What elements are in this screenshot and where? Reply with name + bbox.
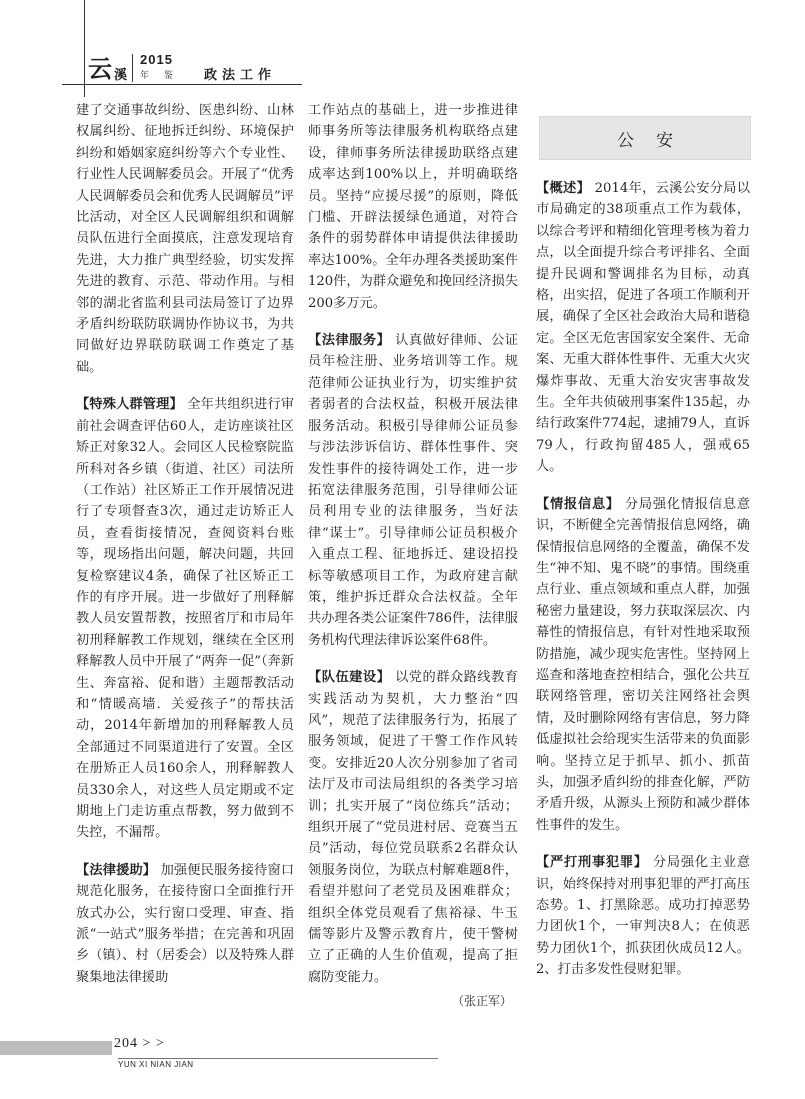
header-horizontal-rule	[62, 84, 302, 85]
author-credit: （张正军）	[451, 994, 512, 1009]
paragraph-legal-aid	[76, 860, 294, 988]
header-year: 2015	[140, 52, 173, 67]
paragraph-team-building	[308, 667, 518, 988]
text-legal-aid: 加强便民服务接待窗口规范化服务，在接待窗口全面推行开放式办公，实行窗口受理、审查、指派“一站式”服务举措；在完善和巩固乡（镇）、村（居委会）以及特殊人群聚集地法律援助	[76, 862, 295, 985]
heading-crime-crackdown: 【严打刑事犯罪】	[536, 855, 648, 871]
heading-legal-services: 【法律服务】	[308, 333, 391, 349]
section-title-box	[539, 116, 751, 160]
footer-rule	[118, 1058, 438, 1059]
paragraph-crime-crackdown	[536, 852, 750, 980]
paragraph-special-groups	[76, 394, 294, 844]
text-crime-crackdown: 分局强化主业意识，始终保持对刑事犯罪的严打高压态势。1、打黑除恶。成功打掉恶势力团伙1个，一审判决8人；在侦恶势力团伙1个，抓获团伙成员12人。2、打击多发性侵财犯罪。	[536, 855, 751, 978]
heading-team-building: 【队伍建设】	[308, 670, 391, 686]
section-title-police: 公安	[617, 130, 695, 151]
header-section-title: 政法工作	[204, 68, 277, 83]
header-vertical-rule	[84, 0, 85, 97]
header-logo-char2: 溪	[114, 68, 128, 83]
text-team-building: 以党的群众路线教育实践活动为契机，大力整治“四风”，规范了法律服务行为，拓展了服务领域，促进了干警工作作风转变。安排近20人次分别参加了省司法厅及市司法局组织的各类学习培训；扎实开展了“岗位练兵”活动；组织开展了“党员进村居、竞赛当五员”活动，每位党员联系2名群众认领服务岗位，为联点村解难题8件，看望并慰问了老党员及困难群众；组织全体党员观看了焦裕禄、牛玉儒等影片及警示教育片，使干警树立了正确的人生价值观，提高了拒腐防变能力。	[308, 670, 519, 985]
paragraph-overview	[536, 178, 750, 478]
page-number: 204 > >	[114, 1036, 165, 1051]
header-yearbook: 年 鉴	[140, 71, 179, 81]
text-intelligence: 分局强化情报信息意识，不断健全完善情报信息网络，确保情报信息网络的全覆盖，确保不发生“神不知、鬼不晓”的事情。围绕重点行业、重点领域和重点人群，加强秘密力量建设，努力获取深层次、内幕性的情报信息，有针对性地采取预防措施，减少现实危害性。坚持网上巡查和落地查控相结合，强化公共互联网络管理，密切关注网络社会舆情，及时删除网络有害信息，努力降低虚拟社会给现实生活带来的负面影响。坚持立足于抓早、抓小、抓苗头，加强矛盾纠纷的排查化解，严防矛盾升级，从源头上预防和减少群体性事件的发生。	[536, 496, 751, 833]
heading-legal-aid: 【法律援助】	[76, 862, 157, 878]
paragraph-legal-aid-cont: 工作站点的基础上，进一步推进律师事务所等法律服务机构联络点建设，律师事务所法律援助联络点建成率达到100%以上，并明确联络员。坚持“应援尽援”的原则，降低门槛、开辟法援绿色通道，对符合条件的弱势群体申请提供法律援助率达100%。全年办理各类援助案件120件，为群众避免和挽回经济损失200多万元。	[308, 103, 518, 311]
heading-special-groups: 【特殊人群管理】	[76, 397, 183, 413]
heading-overview: 【概述】	[536, 181, 591, 196]
column-3	[536, 178, 750, 981]
footer-subtitle: YUN XI NIAN JIAN	[118, 1060, 194, 1069]
text-overview: 2014年，云溪公安分局以市局确定的38项重点工作为载体，以综合考评和精细化管理考核为着力点，以全面提升综合考评排名、全面提升民调和警调排名为目标，动真格，出实招，促进了各项工作顺利开展，确保了全区社会政治大局和谐稳定。全区无危害国家安全案件、无命案、无重大群体性事件、无重大火灾爆炸事故、无重大治安灾害事故发生。全年共侦破刑事案件135起，办结行政案件774起，逮捕79人，直诉79人，行政拘留485人，强戒65人。	[536, 181, 751, 475]
paragraph-intelligence	[536, 494, 750, 837]
heading-intelligence: 【情报信息】	[536, 496, 620, 512]
paragraph-legal-services	[308, 330, 518, 651]
header-separator	[132, 54, 133, 82]
column-1	[76, 100, 294, 988]
text-legal-services: 认真做好律师、公证员年检注册、业务培训等工作。规范律师公证执业行为，切实维护贫者弱者的合法权益，积极开展法律服务活动。积极引导律师公证员参与涉法涉诉信访、群体性事件、突发性事件的接待调处工作，进一步拓宽法律服务范围，引导律师公证员利用专业的法律服务，当好法律“谋士”。引导律师公证员积极介入重点工程、征地拆迁、建设招投标等敏感项目工作，为政府建言献策，维护拆迁群众合法权益。全年共办理各类公证案件786件，法律服务机构代理法律诉讼案件68件。	[308, 333, 519, 648]
text-special-groups: 全年共组织进行审前社会调查评估60人，走访座谈社区矫正对象32人。会同区人民检察院监所科对各乡镇（街道、社区）司法所（工作站）社区矫正工作开展情况进行了专项督查3次，通过走访矫正人员，查看街接情况，查阅资料台账等，现场指出问题，解决问题，共回复检察建议4条，确保了社区矫正工作的有序开展。进一步做好了刑释解教人员安置帮教，按照省厅和市局年初刑释解教工作规划，继续在全区刑释解教人员中开展了“两奔一促”（奔新生、奔富裕、促和谐）主题帮教活动和“情暖高墙．关爱孩子”的帮扶活动，2014年新增加的刑释解教人员全部通过不同渠道进行了安置。全区在册矫正人员160余人，刑释解教人员330余人，对这些人员定期或不定期地上门走访重点帮教，努力做到不失控，不漏帮。	[76, 397, 295, 841]
paragraph-mediation: 建了交通事故纠纷、医患纠纷、山林权属纠纷、征地拆迁纠纷、环境保护纠纷和婚姻家庭纠纷等六个专业性、行业性人民调解委员会。开展了“优秀人民调解委员会和优秀人民调解员”评比活动，对全区人民调解组织和调解员队伍进行全面摸底，注意发现培育先进，大力推广典型经验，切实发挥先进的教育、示范、带动作用。与相邻的湖北省监利县司法局签订了边界矛盾纠纷联防联调协作协议书，为共同做好边界联防联调工作奠定了基础。	[76, 103, 294, 375]
header-logo-char: 云	[88, 55, 112, 83]
footer-bar	[0, 1041, 112, 1055]
column-2	[308, 100, 518, 1009]
